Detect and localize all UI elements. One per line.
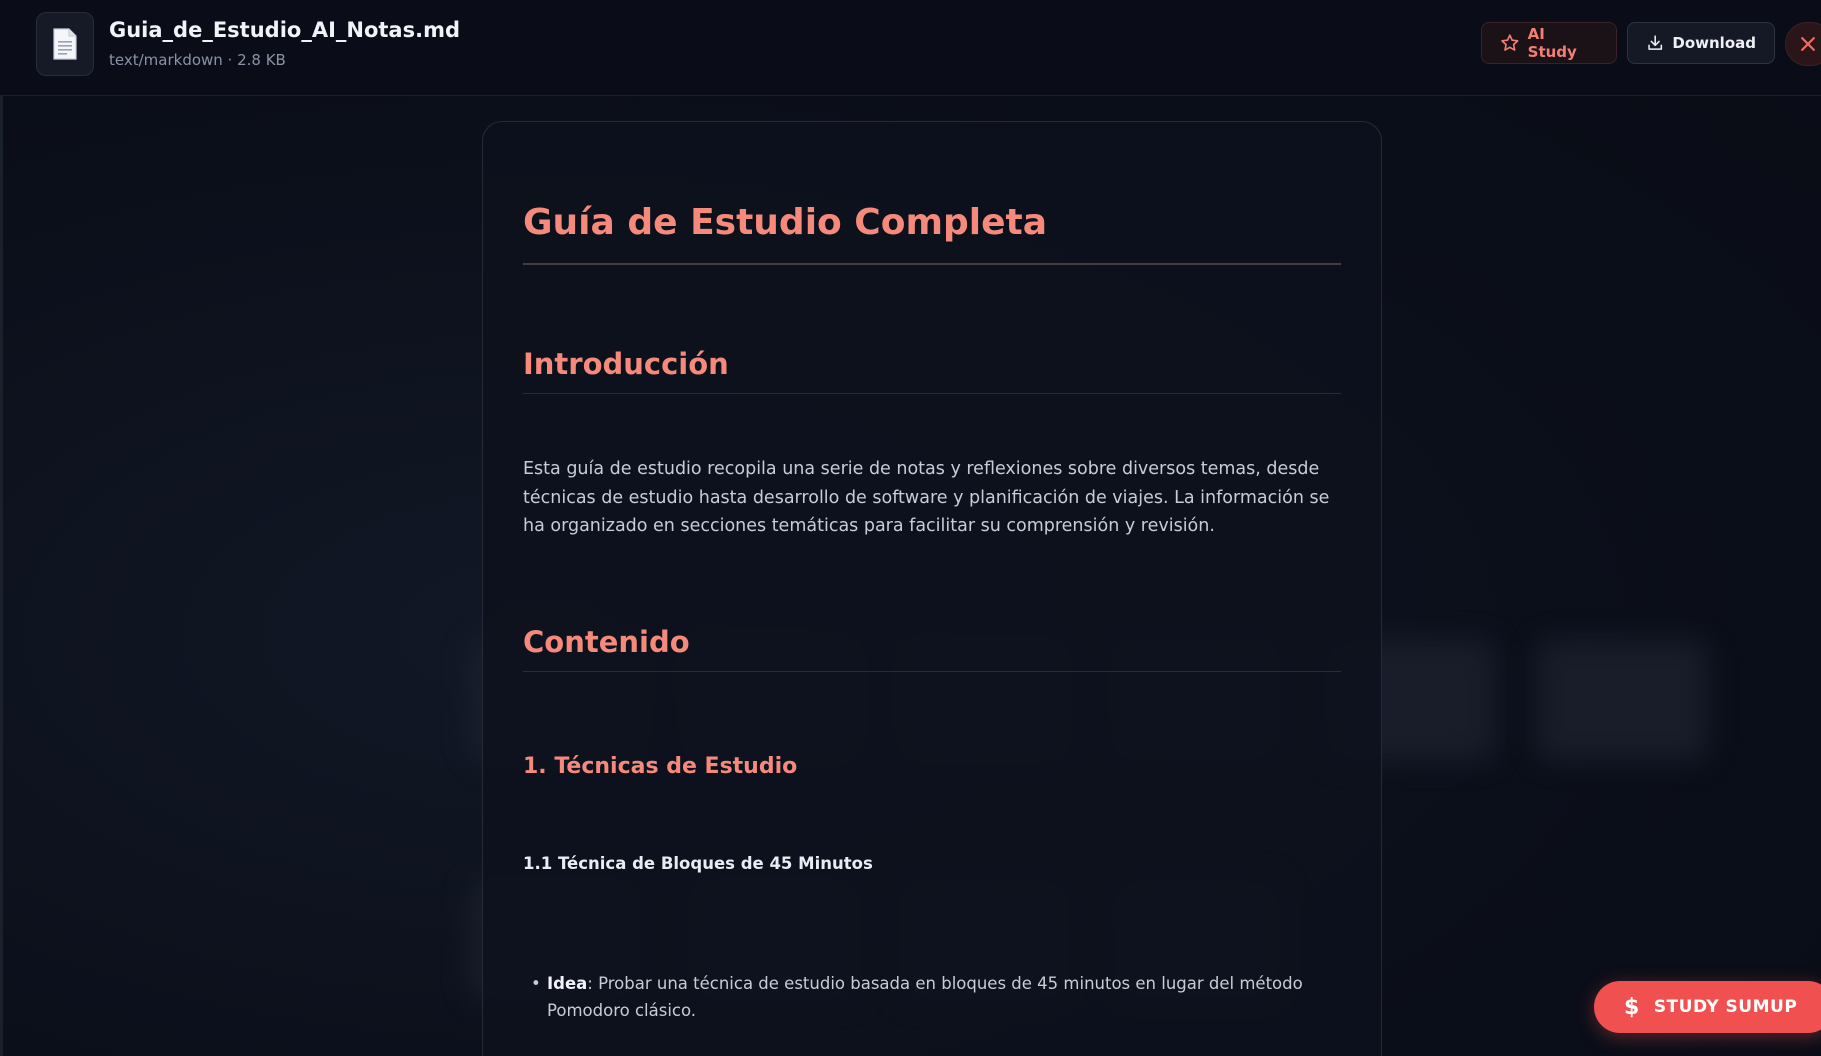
viewer-header: [0, 0, 1821, 96]
file-meta: text/markdown · 2.8 KB: [109, 51, 286, 69]
bullet-dot-icon: •: [531, 974, 541, 993]
list-item-description: : Probar una técnica de estudio basada en bloques de 45 minutos en lugar del método Pomodoro clásico.: [547, 974, 1303, 1020]
title-divider: [523, 263, 1341, 265]
dollar-icon: $: [1624, 994, 1640, 1020]
intro-heading: Introducción: [523, 347, 729, 381]
close-icon: [1798, 34, 1818, 54]
study-sumup-label: STUDY SUMUP: [1653, 997, 1798, 1017]
contents-divider: [523, 671, 1341, 672]
download-icon: [1646, 33, 1664, 53]
study-sumup-button[interactable]: [1594, 981, 1821, 1033]
left-edge: [0, 0, 3, 1056]
section-1-heading: 1. Técnicas de Estudio: [523, 754, 798, 779]
document-title: Guía de Estudio Completa: [523, 202, 1047, 243]
list-item-label: Idea: [547, 974, 588, 993]
contents-heading: Contenido: [523, 625, 690, 659]
document-icon-graphic: [52, 28, 78, 60]
download-label: Download: [1672, 34, 1756, 52]
star-icon: [1500, 33, 1520, 53]
intro-divider: [523, 393, 1341, 394]
download-button[interactable]: [1627, 22, 1775, 64]
background-tile: [1537, 640, 1707, 760]
ai-study-label: AI Study: [1527, 25, 1577, 61]
ai-study-button[interactable]: [1481, 22, 1617, 64]
list-item-text: [547, 970, 1321, 1024]
intro-paragraph: Esta guía de estudio recopila una serie de notas y reflexiones sobre diversos temas, desde técnicas de estudio hasta desarrollo de software y planificación de viajes. La información se ha organizado en secciones temáticas para facilitar su comprensión y revisión.: [523, 459, 1330, 536]
subsection-1-1-heading: 1.1 Técnica de Bloques de 45 Minutos: [523, 854, 873, 873]
close-button[interactable]: [1785, 22, 1821, 66]
file-name: Guia_de_Estudio_AI_Notas.md: [109, 18, 460, 42]
document-card: [482, 121, 1382, 1056]
document-icon: [36, 12, 94, 76]
list-item: [531, 970, 1321, 1024]
